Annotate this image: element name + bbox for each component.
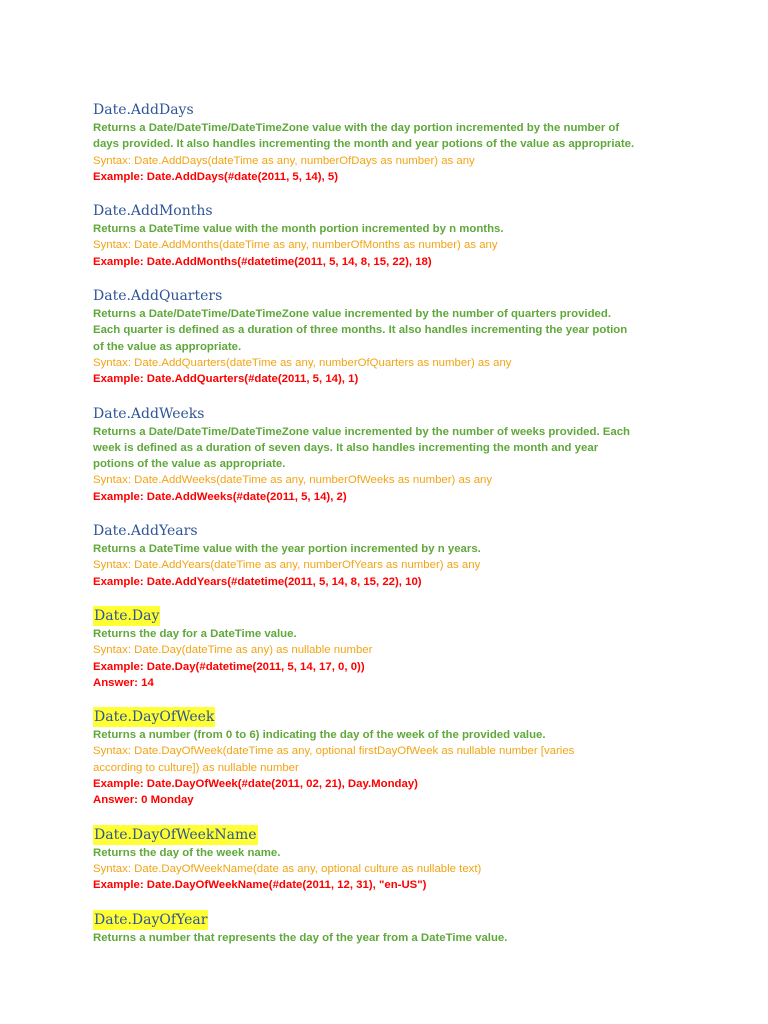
function-section bbox=[93, 100, 693, 185]
function-heading: Date.DayOfYear bbox=[94, 911, 208, 928]
description-line: Returns a Date/DateTime/DateTimeZone value incremented by the number of weeks provided. Each bbox=[93, 425, 630, 438]
example-line: Example: Date.AddQuarters(#date(2011, 5, 14), 1) bbox=[93, 373, 359, 386]
syntax-line: Syntax: Date.DayOfWeek(dateTime as any, optional firstDayOfWeek as nullable number [varies bbox=[93, 745, 575, 758]
description-line: Returns a Date/DateTime/DateTimeZone value with the day portion incremented by the number of bbox=[93, 122, 620, 134]
description-line: Returns a number (from 0 to 6) indicating the day of the week of the provided value. bbox=[93, 729, 546, 742]
function-heading: Date.AddMonths bbox=[93, 203, 213, 220]
description-line: week is defined as a duration of seven days. It also handles incrementing the month and year bbox=[93, 441, 599, 454]
description-line: Returns a DateTime value with the month portion incremented by n months. bbox=[93, 223, 504, 236]
syntax-line: Syntax: Date.Day(dateTime as any) as nullable number bbox=[93, 644, 373, 657]
function-heading: Date.AddQuarters bbox=[93, 288, 223, 305]
description-line: Returns a Date/DateTime/DateTimeZone value incremented by the number of quarters provided. bbox=[93, 308, 611, 321]
syntax-line: Syntax: Date.DayOfWeekName(date as any, optional culture as nullable text) bbox=[93, 862, 482, 875]
syntax-line: according to culture]) as nullable number bbox=[93, 761, 299, 774]
description-line: Returns a DateTime value with the year portion incremented by n years. bbox=[93, 543, 481, 556]
example-line: Example: Date.AddWeeks(#date(2011, 5, 14), 2) bbox=[93, 490, 347, 503]
description-line: potions of the value as appropriate. bbox=[93, 458, 286, 471]
syntax-line: Syntax: Date.AddMonths(dateTime as any, numberOfMonths as number) as any bbox=[93, 239, 498, 252]
syntax-line: Syntax: Date.AddWeeks(dateTime as any, numberOfWeeks as number) as any bbox=[93, 474, 493, 487]
function-section bbox=[93, 286, 693, 387]
function-section bbox=[93, 825, 693, 894]
function-section bbox=[93, 521, 693, 590]
function-section bbox=[93, 707, 693, 808]
description-line: Returns a number that represents the day of the year from a DateTime value. bbox=[93, 931, 508, 944]
description-line: Returns the day for a DateTime value. bbox=[93, 627, 297, 640]
example-line: Example: Date.Day(#datetime(2011, 5, 14, 17, 0, 0)) bbox=[93, 660, 365, 673]
function-heading: Date.AddDays bbox=[93, 102, 194, 118]
function-heading: Date.DayOfWeekName bbox=[94, 826, 257, 843]
description-line: days provided. It also handles incrementing the month and year potions of the value as appropriate. bbox=[93, 138, 635, 151]
example-line: Example: Date.AddYears(#datetime(2011, 5, 14, 8, 15, 22), 10) bbox=[93, 575, 422, 588]
example-line: Example: Date.AddDays(#date(2011, 5, 14), 5) bbox=[93, 170, 339, 183]
answer-line: Answer: 14 bbox=[93, 676, 154, 689]
example-line: Example: Date.DayOfWeekName(#date(2011, 12, 31), "en-US") bbox=[93, 879, 427, 892]
syntax-line: Syntax: Date.AddDays(dateTime as any, numberOfDays as number) as any bbox=[93, 154, 475, 167]
function-heading: Date.Day bbox=[94, 607, 160, 624]
function-heading: Date.AddWeeks bbox=[93, 405, 205, 422]
function-section bbox=[93, 201, 693, 270]
syntax-line: Syntax: Date.AddQuarters(dateTime as any, numberOfQuarters as number) as any bbox=[93, 356, 512, 369]
answer-line: Answer: 0 Monday bbox=[93, 794, 194, 807]
function-heading: Date.DayOfWeek bbox=[94, 709, 215, 726]
example-line: Example: Date.DayOfWeek(#date(2011, 02, 21), Day.Monday) bbox=[93, 778, 418, 791]
description-line: Returns the day of the week name. bbox=[93, 846, 281, 859]
function-section bbox=[93, 404, 693, 505]
function-heading: Date.AddYears bbox=[93, 523, 198, 540]
example-line: Example: Date.AddMonths(#datetime(2011, 5, 14, 8, 15, 22), 18) bbox=[93, 255, 432, 268]
document-body bbox=[93, 100, 693, 962]
description-line: Each quarter is defined as a duration of three months. It also handles incrementing the year potion bbox=[93, 324, 628, 337]
description-line: of the value as appropriate. bbox=[93, 340, 242, 353]
function-section bbox=[93, 910, 693, 946]
syntax-line: Syntax: Date.AddYears(dateTime as any, numberOfYears as number) as any bbox=[93, 559, 481, 572]
function-section bbox=[93, 606, 693, 691]
